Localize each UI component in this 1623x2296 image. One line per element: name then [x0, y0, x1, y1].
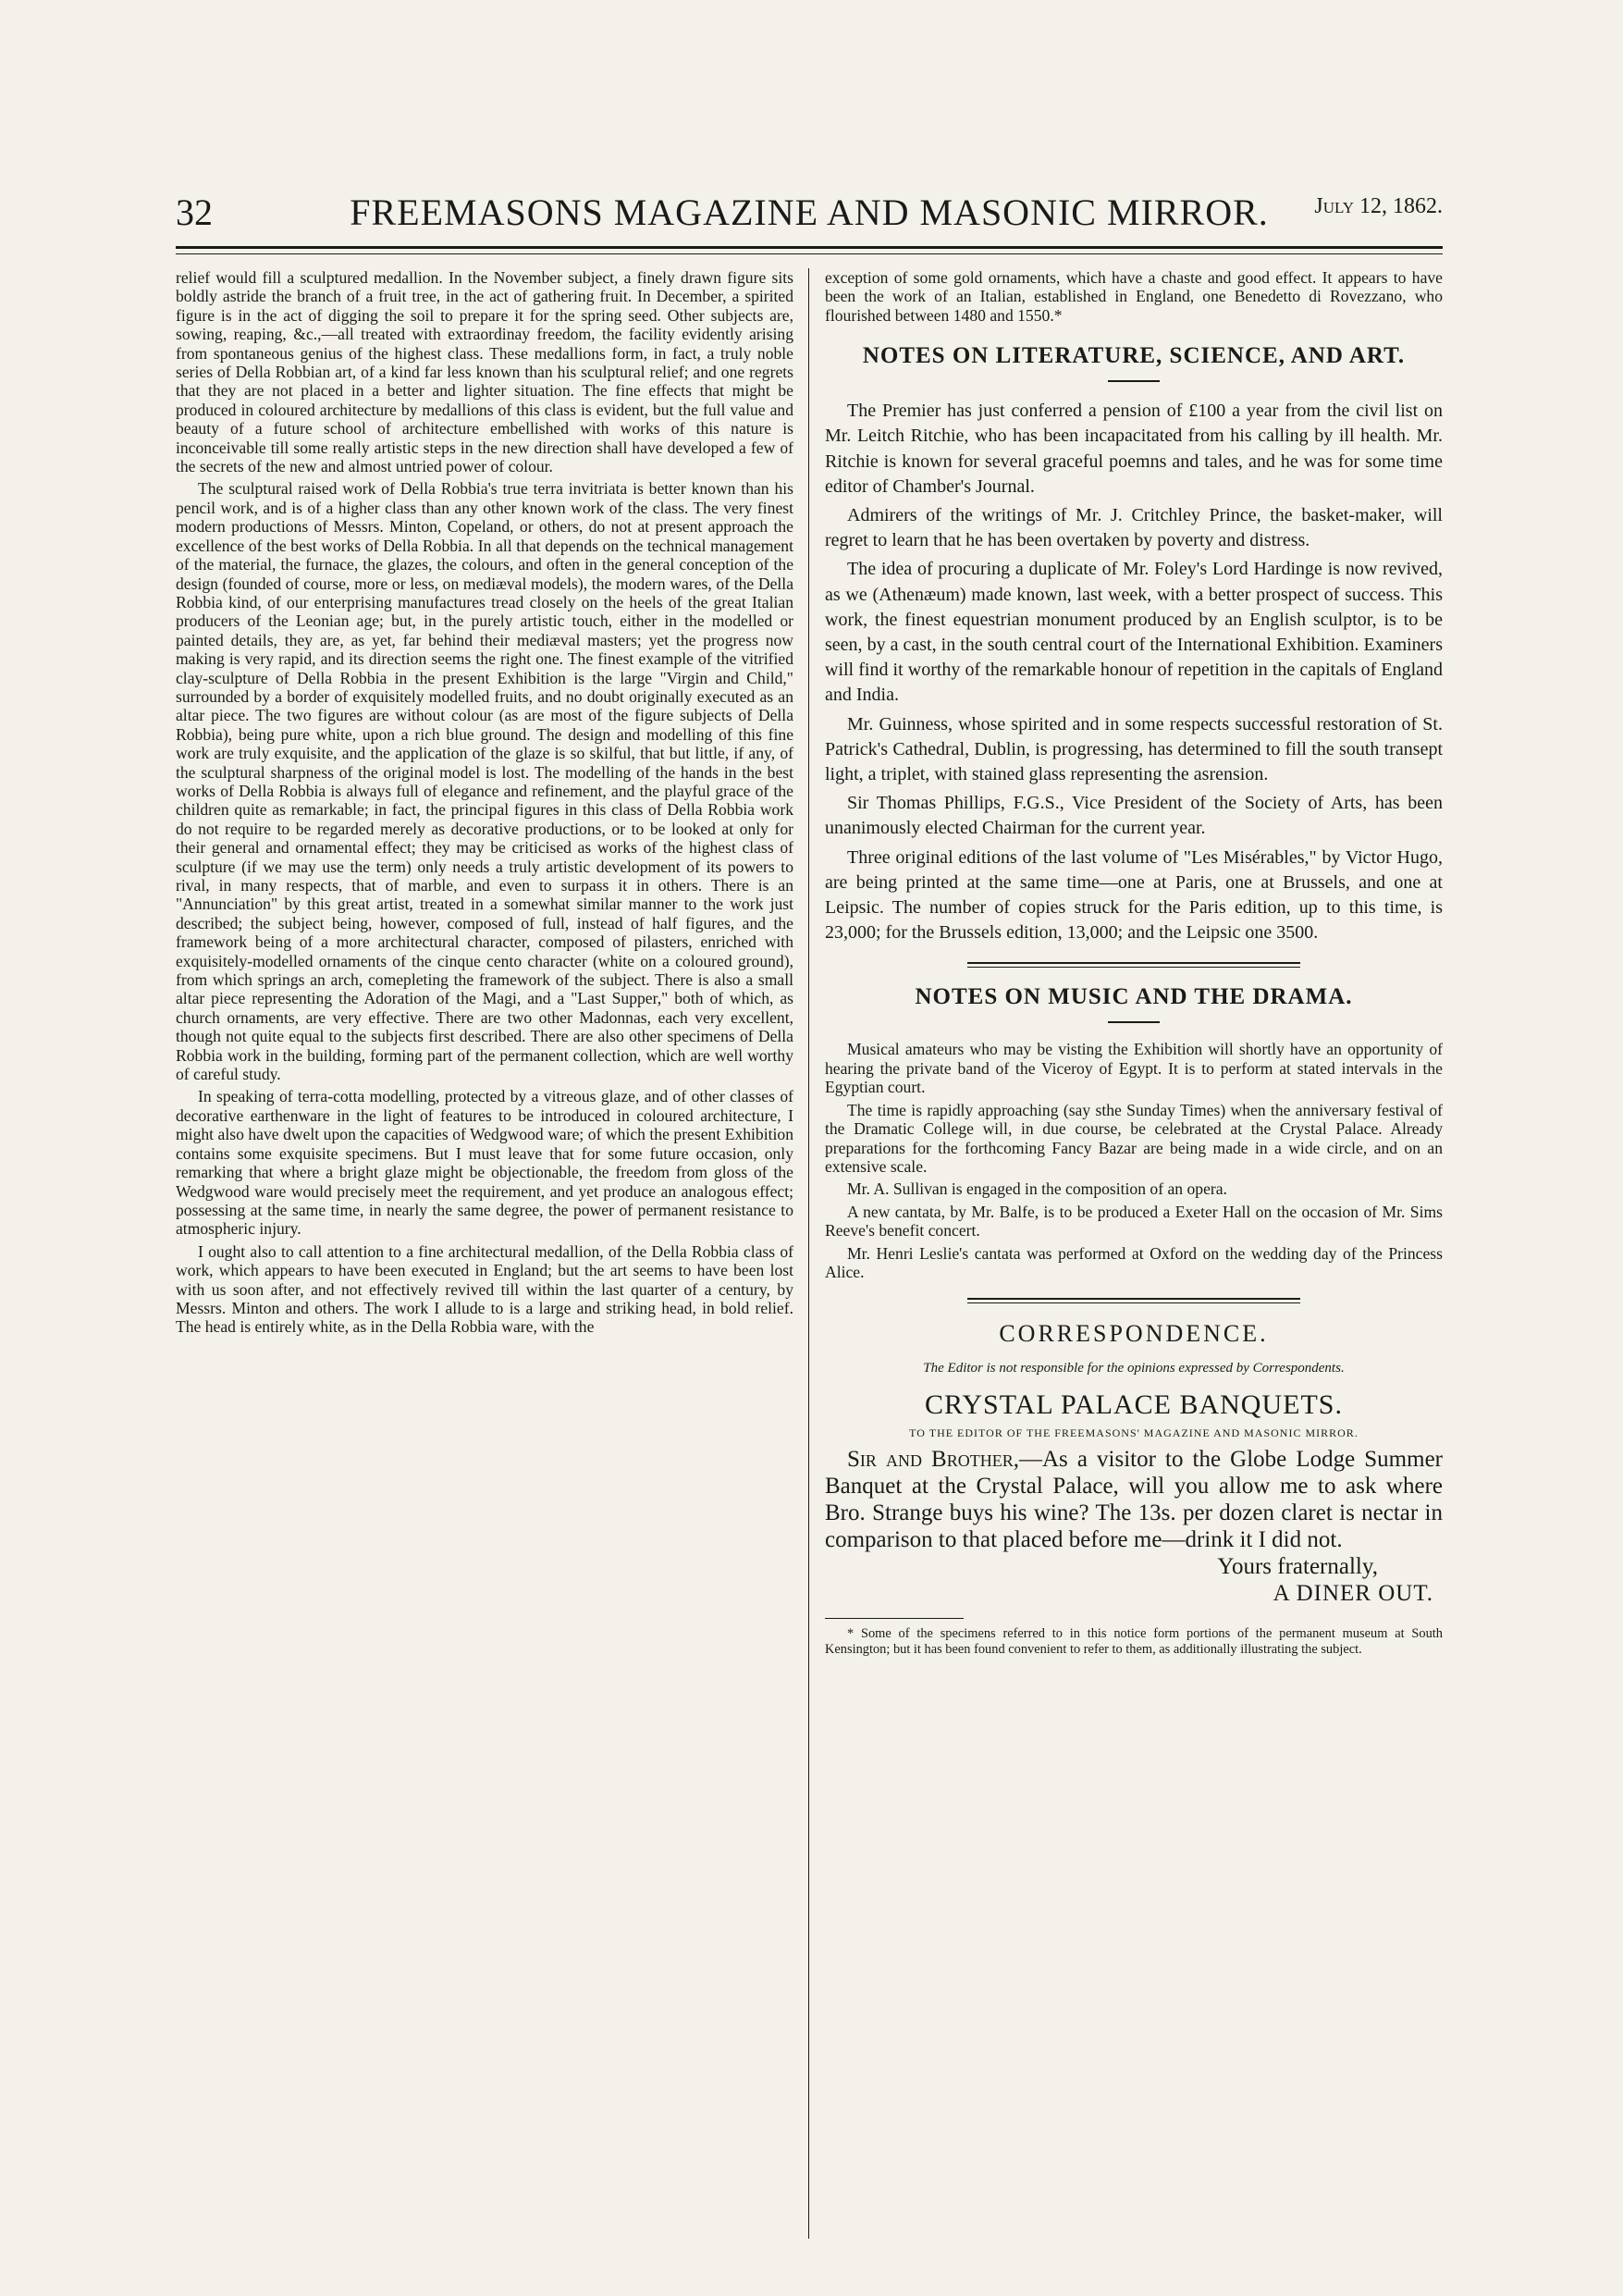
- literature-item: Three original editions of the last volume of "Les Misérables," by Victor Hugo, are being printed at the same time—one at Paris, one at Brussels, and one at Leipsic. The number of copies struck for the Paris edition, up to this time, is 23,000; for the Brussels edition, 13,000; and the Leipsic one 3500.: [825, 846, 1443, 944]
- letter-signature: A DINER OUT.: [1273, 1581, 1433, 1607]
- footnote-rule: [825, 1618, 964, 1619]
- page-header: [176, 191, 1443, 244]
- right-column: [825, 268, 1443, 1658]
- music-item: Mr. A. Sullivan is engaged in the composition of an opera.: [847, 1179, 1227, 1199]
- page-number: 32: [176, 191, 213, 233]
- letter-text: —As a visitor to the Globe Lodge Summer Banquet at the Crystal Palace, will you allow me to ask where Bro. Strange buys his wine? The 13s. per dozen claret is nectar in comparison to that placed before me—drink it I did not.: [825, 1447, 1443, 1553]
- letter-title: CRYSTAL PALACE BANQUETS.: [925, 1389, 1343, 1421]
- column-divider: [808, 268, 809, 2239]
- correspondence-heading: CORRESPONDENCE.: [999, 1320, 1269, 1348]
- article-paragraph: relief would fill a sculptured medallion. In the November subject, a finely drawn figure sits boldly astride the branch of a fruit tree, in the act of gathering fruit. In December, a spirited figure is in the act of digging the soil to prepare it for the spring seed. Other subjects are, sowing, reaping, &c.,—all treated with extraordinay freedom, the facility evidently arising from spontaneous genius of the highest class. These medallions form, in fact, a truly noble series of Della Robbian art, of a kind far less known than his sculptural relief; and one regrets that they are not placed in a better and lighter situation. The fine effects that might be produced in coloured architecture by medallions of this class is evident, but the full value and beauty of a future school of architecture embellished with works of this nature is inconceivable till some really artistic steps in the new direction shall have developed a few of the secrets of the new and almost untried power of colour.: [176, 268, 793, 476]
- article-continuation: exception of some gold ornaments, which have a chaste and good effect. It appears to have been the work of an Italian, established in England, one Benedetto di Rovezzano, who flourished between 1480 and 1550.*: [825, 268, 1443, 325]
- music-heading: NOTES ON MUSIC AND THE DRAMA.: [915, 984, 1353, 1010]
- issue-date: July 12, 1862.: [1314, 194, 1443, 218]
- editor-disclaimer: The Editor is not responsible for the opinions expressed by Correspondents.: [923, 1361, 1345, 1376]
- heading-rule: [1108, 380, 1160, 382]
- music-item: Mr. Henri Leslie's cantata was performed at Oxford on the wedding day of the Princess Alice.: [825, 1243, 1443, 1281]
- literature-item: Admirers of the writings of Mr. J. Critchley Prince, the basket-maker, will regret to learn that he has been overtaken by poverty and distress.: [825, 505, 1443, 551]
- music-item: Musical amateurs who may be visting the Exhibition will shortly have an opportunity of hearing the private band of the Viceroy of Egypt. It is to perform at stated intervals in the Egyptian court.: [825, 1040, 1443, 1097]
- letter-signoff: Yours fraternally,: [1217, 1554, 1378, 1580]
- literature-item: The Premier has just conferred a pension of £100 a year from the civil list on Mr. Leitch Ritchie, who has been incapacitated from his calling by ill health. Mr. Ritchie is known for several graceful poemns and tales, and he was for some time editor of Chamber's Journal.: [825, 401, 1443, 497]
- music-item: The time is rapidly approaching (say sthe Sunday Times) when the anniversary festival of the Dramatic College will, in due course, be celebrated at the Crystal Palace. Already preparations for the forthcoming Fancy Bazar are being made in a wide circle, and on an extensive scale.: [825, 1100, 1443, 1176]
- letter-addressee: TO THE EDITOR OF THE FREEMASONS' MAGAZINE AND MASONIC MIRROR.: [909, 1426, 1359, 1440]
- literature-item: The idea of procuring a duplicate of Mr. Foley's Lord Hardinge is now revived, as we (Athenæum) made known, last week, with a better prospect of success. This work, the finest equestrian monument produced by an English sculptor, is to be seen, by a cast, in the south central court of the International Exhibition. Examiners will find it worthy of the remarkable honour of repetition in the capitals of England and India.: [825, 559, 1443, 706]
- header-rule-thin: [176, 253, 1443, 254]
- article-paragraph: In speaking of terra-cotta modelling, protected by a vitreous glaze, and of other classes of decorative earthenware in the light of features to be introduced in coloured architecture, I might also have dwelt upon the capacities of Wedgwood ware; of which the present Exhibition contains some exquisite specimens. But I must leave that for some future occasion, only remarking that where a bright glaze might be objectionable, the freedom from gloss of the Wedgwood ware would precisely meet the requirement, and yet produce an analogous effect; possessing at the same time, in nearly the same degree, the power of permanent resistance to atmospheric injury.: [176, 1087, 793, 1239]
- letter-body: [825, 1446, 1443, 1553]
- header-rule-thick: [176, 246, 1443, 249]
- footnote: * Some of the specimens referred to in this notice form portions of the permanent museum at South Kensington; but it has been found convenient to refer to them, as additionally illustrating the subject.: [825, 1626, 1443, 1658]
- literature-item: Mr. Guinness, whose spirited and in some respects successful restoration of St. Patrick's Cathedral, Dublin, is progressing, has determined to fill the south transept light, a triplet, with stained glass representing the asrension.: [825, 713, 1443, 785]
- article-paragraph: The sculptural raised work of Della Robbia's true terra invitriata is better known than his pencil work, and is of a higher class than any other known work of the class. The very finest modern productions of Messrs. Minton, Copeland, or others, do not at present approach the excellence of the best works of Della Robbia. In all that depends on the technical management of the material, the furnace, the glazes, the colours, and often in the general conception of the design (founded of course, more or less, on mediæval models), the modern wares, of the Della Robbia kind, of our enterprising manufactures tread closely on the heels of the great Italian producers of the Leonian age; but, in the purely artistic touch, either in the modelled or painted details, they are, as yet, far behind their mediæval masters; yet the progress now making is very rapid, and its direction seems the right one. The finest example of the vitrified clay-sculpture of Della Robbia in the present Exhibition is the large "Virgin and Child," surrounded by a border of exquisitely modelled fruits, and no doubt originally executed as an altar piece. The two figures are without colour (as are most of the figure subjects of Della Robbia), being pure white, upon a rich blue ground. The design and modelling of this fine work are truly exquisite, and the application of the glaze is so skilful, that but little, if any, of the sculptural sharpness of the original model is lost. The modelling of the hands in the best works of Della Robbia is always full of elegance and refinement, and the playful grace of the children quite as remarkable; in fact, the principal figures in this class of Della Robbia work do not require to be regarded merely as decorative productions, or to be looked at only for their general and ornamental effect; they may be criticised as works of the highest class of sculpture (if we may use the term) only needs a truly artistic development of its powers to rival, in many respects, that of marble, and even to surpass it in others. There is an "Annunciation" by this great artist, treated in a somewhat similar manner to the work just described; the subject being, however, composed of full, instead of half figures, and the framework being of a more architectural character, composed of pilasters, enriched with exquisitely-modelled ornaments of the cinque cento character (white on a coloured ground), from which springs an arch, comepleting the framework of the subject. There is also a small altar piece representing the Adoration of the Magi, and a "Last Supper," both of which, as church ornaments, are very effective. There are two other Madonnas, each very excellent, though not quite equal to the subjects first described. There are also other specimens of Della Robbia work in the building, forming part of the permanent collection, which are well worthy of careful study.: [176, 479, 793, 1084]
- left-column: [176, 268, 793, 1340]
- article-paragraph: I ought also to call attention to a fine architectural medallion, of the Della Robbia class of work, which appears to have been executed in England; but the art seems to have been lost with us soon after, and not effectively revived till within the last quarter of a century, by Messrs. Minton and others. The work I allude to is a large and striking head, in bold relief. The head is entirely white, as in the Della Robbia ware, with the: [176, 1241, 793, 1337]
- section-divider: [967, 1298, 1300, 1303]
- literature-item: Sir Thomas Phillips, F.G.S., Vice President of the Society of Arts, has been unanimously elected Chairman for the current year.: [825, 793, 1443, 839]
- literature-heading: NOTES ON LITERATURE, SCIENCE, AND ART.: [862, 343, 1406, 369]
- music-item: A new cantata, by Mr. Balfe, is to be produced a Exeter Hall on the occasion of Mr. Sims Reeve's benefit concert.: [825, 1202, 1443, 1241]
- section-divider: [967, 962, 1300, 968]
- letter-salutation: Sir and Brother,: [847, 1447, 1019, 1473]
- heading-rule: [1108, 1021, 1160, 1023]
- masthead-title: FREEMASONS MAGAZINE AND MASONIC MIRROR.: [350, 191, 1269, 233]
